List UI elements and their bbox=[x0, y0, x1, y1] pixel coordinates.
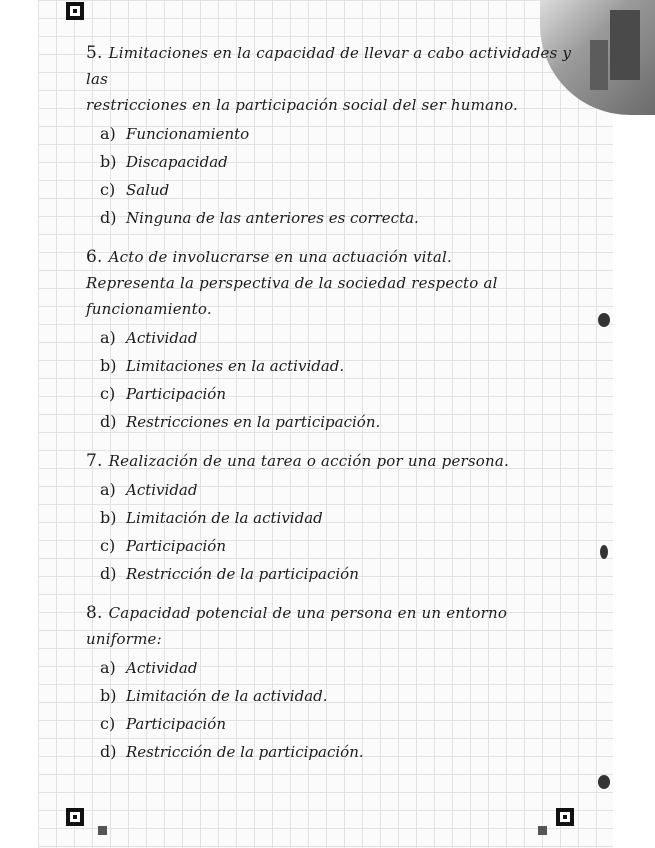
scan-square-bottom-left-icon bbox=[98, 826, 107, 835]
option-text: Participación bbox=[126, 385, 226, 403]
option-text: Funcionamiento bbox=[126, 125, 250, 143]
option-item bbox=[100, 324, 576, 352]
option-letter: a) bbox=[100, 328, 116, 347]
scan-marker-top-left-icon bbox=[66, 2, 84, 20]
question-text bbox=[86, 40, 576, 92]
option-text: Ninguna de las anteriores es correcta. bbox=[126, 209, 419, 227]
option-letter: b) bbox=[100, 152, 117, 171]
option-letter: a) bbox=[100, 658, 116, 677]
option-text: Discapacidad bbox=[126, 153, 228, 171]
option-letter: b) bbox=[100, 356, 117, 375]
option-text: Restricciones en la participación. bbox=[126, 413, 381, 431]
punch-hole-icon bbox=[598, 313, 610, 327]
option-text: Actividad bbox=[126, 329, 198, 347]
option-letter: d) bbox=[100, 564, 117, 583]
question-number: 7. bbox=[86, 451, 103, 471]
option-letter: d) bbox=[100, 208, 117, 227]
option-list bbox=[100, 654, 576, 766]
option-list bbox=[100, 120, 576, 232]
punch-hole-icon bbox=[598, 775, 610, 789]
option-text: Actividad bbox=[126, 659, 198, 677]
question-line: Capacidad potencial de una persona en un entorno uniforme: bbox=[86, 604, 508, 648]
question-8 bbox=[86, 600, 576, 766]
option-item bbox=[100, 380, 576, 408]
option-item bbox=[100, 476, 576, 504]
option-item bbox=[100, 654, 576, 682]
option-list bbox=[100, 324, 576, 436]
option-letter: c) bbox=[100, 384, 116, 403]
option-item bbox=[100, 504, 576, 532]
question-number: 6. bbox=[86, 247, 103, 267]
option-item bbox=[100, 710, 576, 738]
option-item bbox=[100, 738, 576, 766]
question-5 bbox=[86, 40, 576, 232]
option-text: Restricción de la participación bbox=[126, 565, 359, 583]
option-text: Limitaciones en la actividad. bbox=[126, 357, 345, 375]
question-line: Representa la perspectiva de la sociedad respecto al funcionamiento. bbox=[86, 274, 498, 318]
option-letter: c) bbox=[100, 536, 116, 555]
question-7 bbox=[86, 448, 576, 588]
question-number: 5. bbox=[86, 43, 103, 63]
option-text: Limitación de la actividad. bbox=[126, 687, 328, 705]
option-letter: b) bbox=[100, 686, 117, 705]
scan-marker-bottom-right-icon bbox=[556, 808, 574, 826]
question-line: Limitaciones en la capacidad de llevar a cabo actividades y las bbox=[86, 44, 572, 88]
option-item bbox=[100, 560, 576, 588]
option-item bbox=[100, 352, 576, 380]
option-text: Participación bbox=[126, 715, 226, 733]
option-item bbox=[100, 204, 576, 232]
question-line: restricciones en la participación social del ser humano. bbox=[86, 96, 519, 114]
option-letter: a) bbox=[100, 124, 116, 143]
option-item bbox=[100, 682, 576, 710]
handwritten-notes bbox=[86, 40, 576, 778]
option-letter: d) bbox=[100, 412, 117, 431]
question-number: 8. bbox=[86, 603, 103, 623]
option-text: Participación bbox=[126, 537, 226, 555]
option-text: Restricción de la participación. bbox=[126, 743, 364, 761]
question-text bbox=[86, 244, 576, 270]
option-list bbox=[100, 476, 576, 588]
option-item bbox=[100, 148, 576, 176]
option-text: Actividad bbox=[126, 481, 198, 499]
question-line: Realización de una tarea o acción por una persona. bbox=[108, 452, 509, 470]
option-letter: a) bbox=[100, 480, 116, 499]
option-text: Salud bbox=[126, 181, 170, 199]
question-text bbox=[86, 448, 576, 474]
option-item bbox=[100, 176, 576, 204]
question-6 bbox=[86, 244, 576, 436]
scan-marker-bottom-left-icon bbox=[66, 808, 84, 826]
option-letter: d) bbox=[100, 742, 117, 761]
question-text bbox=[86, 600, 576, 652]
scan-square-bottom-right-icon bbox=[538, 826, 547, 835]
option-letter: b) bbox=[100, 508, 117, 527]
punch-hole-icon bbox=[600, 545, 608, 559]
option-text: Limitación de la actividad bbox=[126, 509, 323, 527]
question-line: Acto de involucrarse en una actuación vital. bbox=[108, 248, 452, 266]
option-item bbox=[100, 532, 576, 560]
option-letter: c) bbox=[100, 714, 116, 733]
option-item bbox=[100, 120, 576, 148]
option-letter: c) bbox=[100, 180, 116, 199]
option-item bbox=[100, 408, 576, 436]
